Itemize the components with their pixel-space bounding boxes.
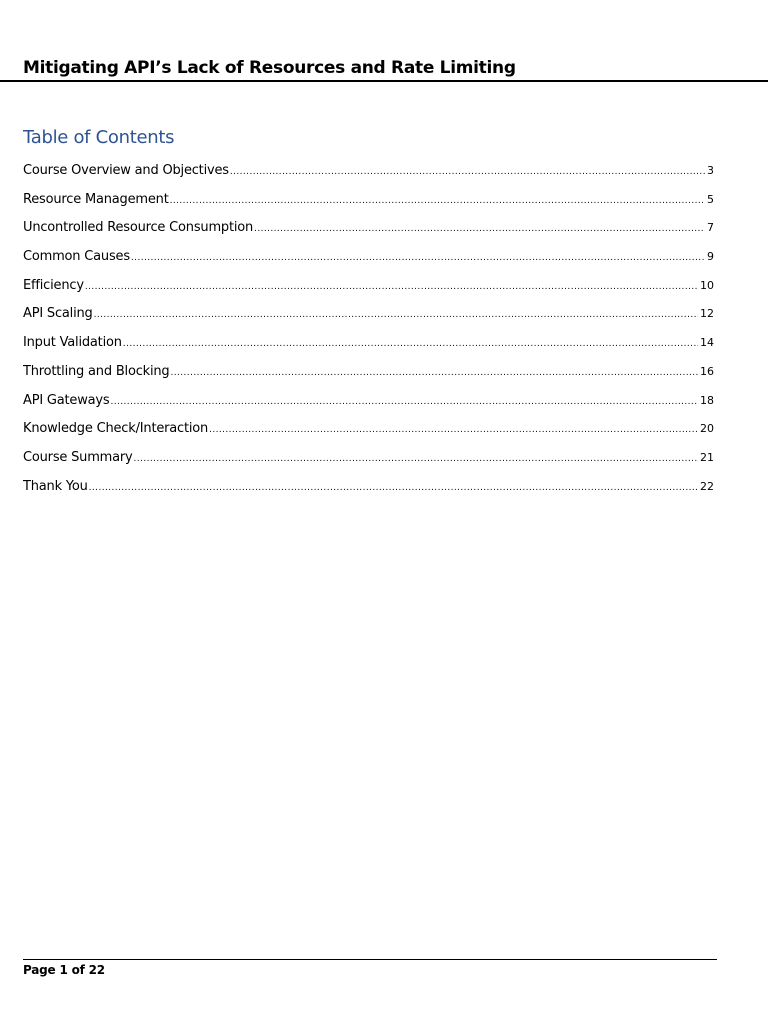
toc-entry-page: 10 — [700, 278, 714, 292]
toc-entry-page: 7 — [707, 221, 714, 235]
toc-entry[interactable] — [23, 189, 714, 218]
toc-dot-leader — [171, 362, 699, 384]
toc-entry-page: 16 — [700, 364, 714, 378]
toc-entry-page: 20 — [700, 422, 714, 436]
toc-entry-title: Knowledge Check/Interaction — [23, 421, 209, 437]
toc-entry-title: Efficiency — [23, 277, 84, 293]
toc-entry-page: 5 — [707, 192, 714, 206]
toc-entry[interactable] — [23, 275, 714, 304]
toc-entry-title: Uncontrolled Resource Consumption — [23, 220, 254, 236]
toc-entry-title: Input Validation — [23, 335, 122, 351]
toc-dot-leader — [111, 391, 699, 413]
toc-entry-title: Thank You — [23, 478, 88, 494]
toc-entry[interactable] — [23, 332, 714, 361]
toc-entry[interactable] — [23, 447, 714, 476]
toc-dot-leader — [89, 477, 698, 499]
toc-entry[interactable] — [23, 246, 714, 275]
toc-dot-leader — [85, 276, 698, 298]
document-title: Mitigating API’s Lack of Resources and Rate Limiting — [23, 58, 516, 78]
toc-entry[interactable] — [23, 160, 714, 189]
toc-dot-leader — [209, 419, 698, 441]
toc-dot-leader — [230, 161, 705, 183]
document-header — [0, 56, 768, 82]
toc-dot-leader — [170, 190, 705, 212]
toc-entry-title: API Gateways — [23, 392, 110, 408]
toc-dot-leader — [94, 304, 698, 326]
toc-entry[interactable] — [23, 476, 714, 505]
toc-entry-page: 3 — [707, 164, 714, 177]
toc-entry-page: 21 — [700, 450, 714, 464]
toc-dot-leader — [131, 247, 705, 269]
toc-dot-leader — [134, 448, 698, 470]
toc-entry-title: Common Causes — [23, 249, 130, 265]
toc-dot-leader — [254, 218, 705, 240]
toc-dot-leader — [123, 333, 698, 355]
toc-entry-title: Resource Management — [23, 191, 169, 207]
document-footer — [23, 959, 717, 977]
toc-heading: Table of Contents — [23, 127, 175, 148]
toc-entry[interactable] — [23, 418, 714, 447]
toc-entry[interactable] — [23, 361, 714, 390]
toc-entry-title: Throttling and Blocking — [23, 363, 170, 379]
toc-entry[interactable] — [23, 303, 714, 332]
toc-entry[interactable] — [23, 217, 714, 246]
toc-entry-page: 12 — [700, 307, 714, 321]
toc-entry-title: API Scaling — [23, 306, 93, 322]
toc-entry-page: 22 — [700, 479, 714, 493]
toc-entry-page: 18 — [700, 393, 714, 407]
toc-entry-title: Course Overview and Objectives — [23, 163, 229, 178]
toc-entry-page: 14 — [700, 336, 714, 350]
table-of-contents — [23, 160, 714, 504]
page-number: Page 1 of 22 — [23, 963, 105, 977]
toc-entry-title: Course Summary — [23, 449, 133, 465]
toc-entry-page: 9 — [707, 250, 714, 264]
toc-entry[interactable] — [23, 390, 714, 419]
